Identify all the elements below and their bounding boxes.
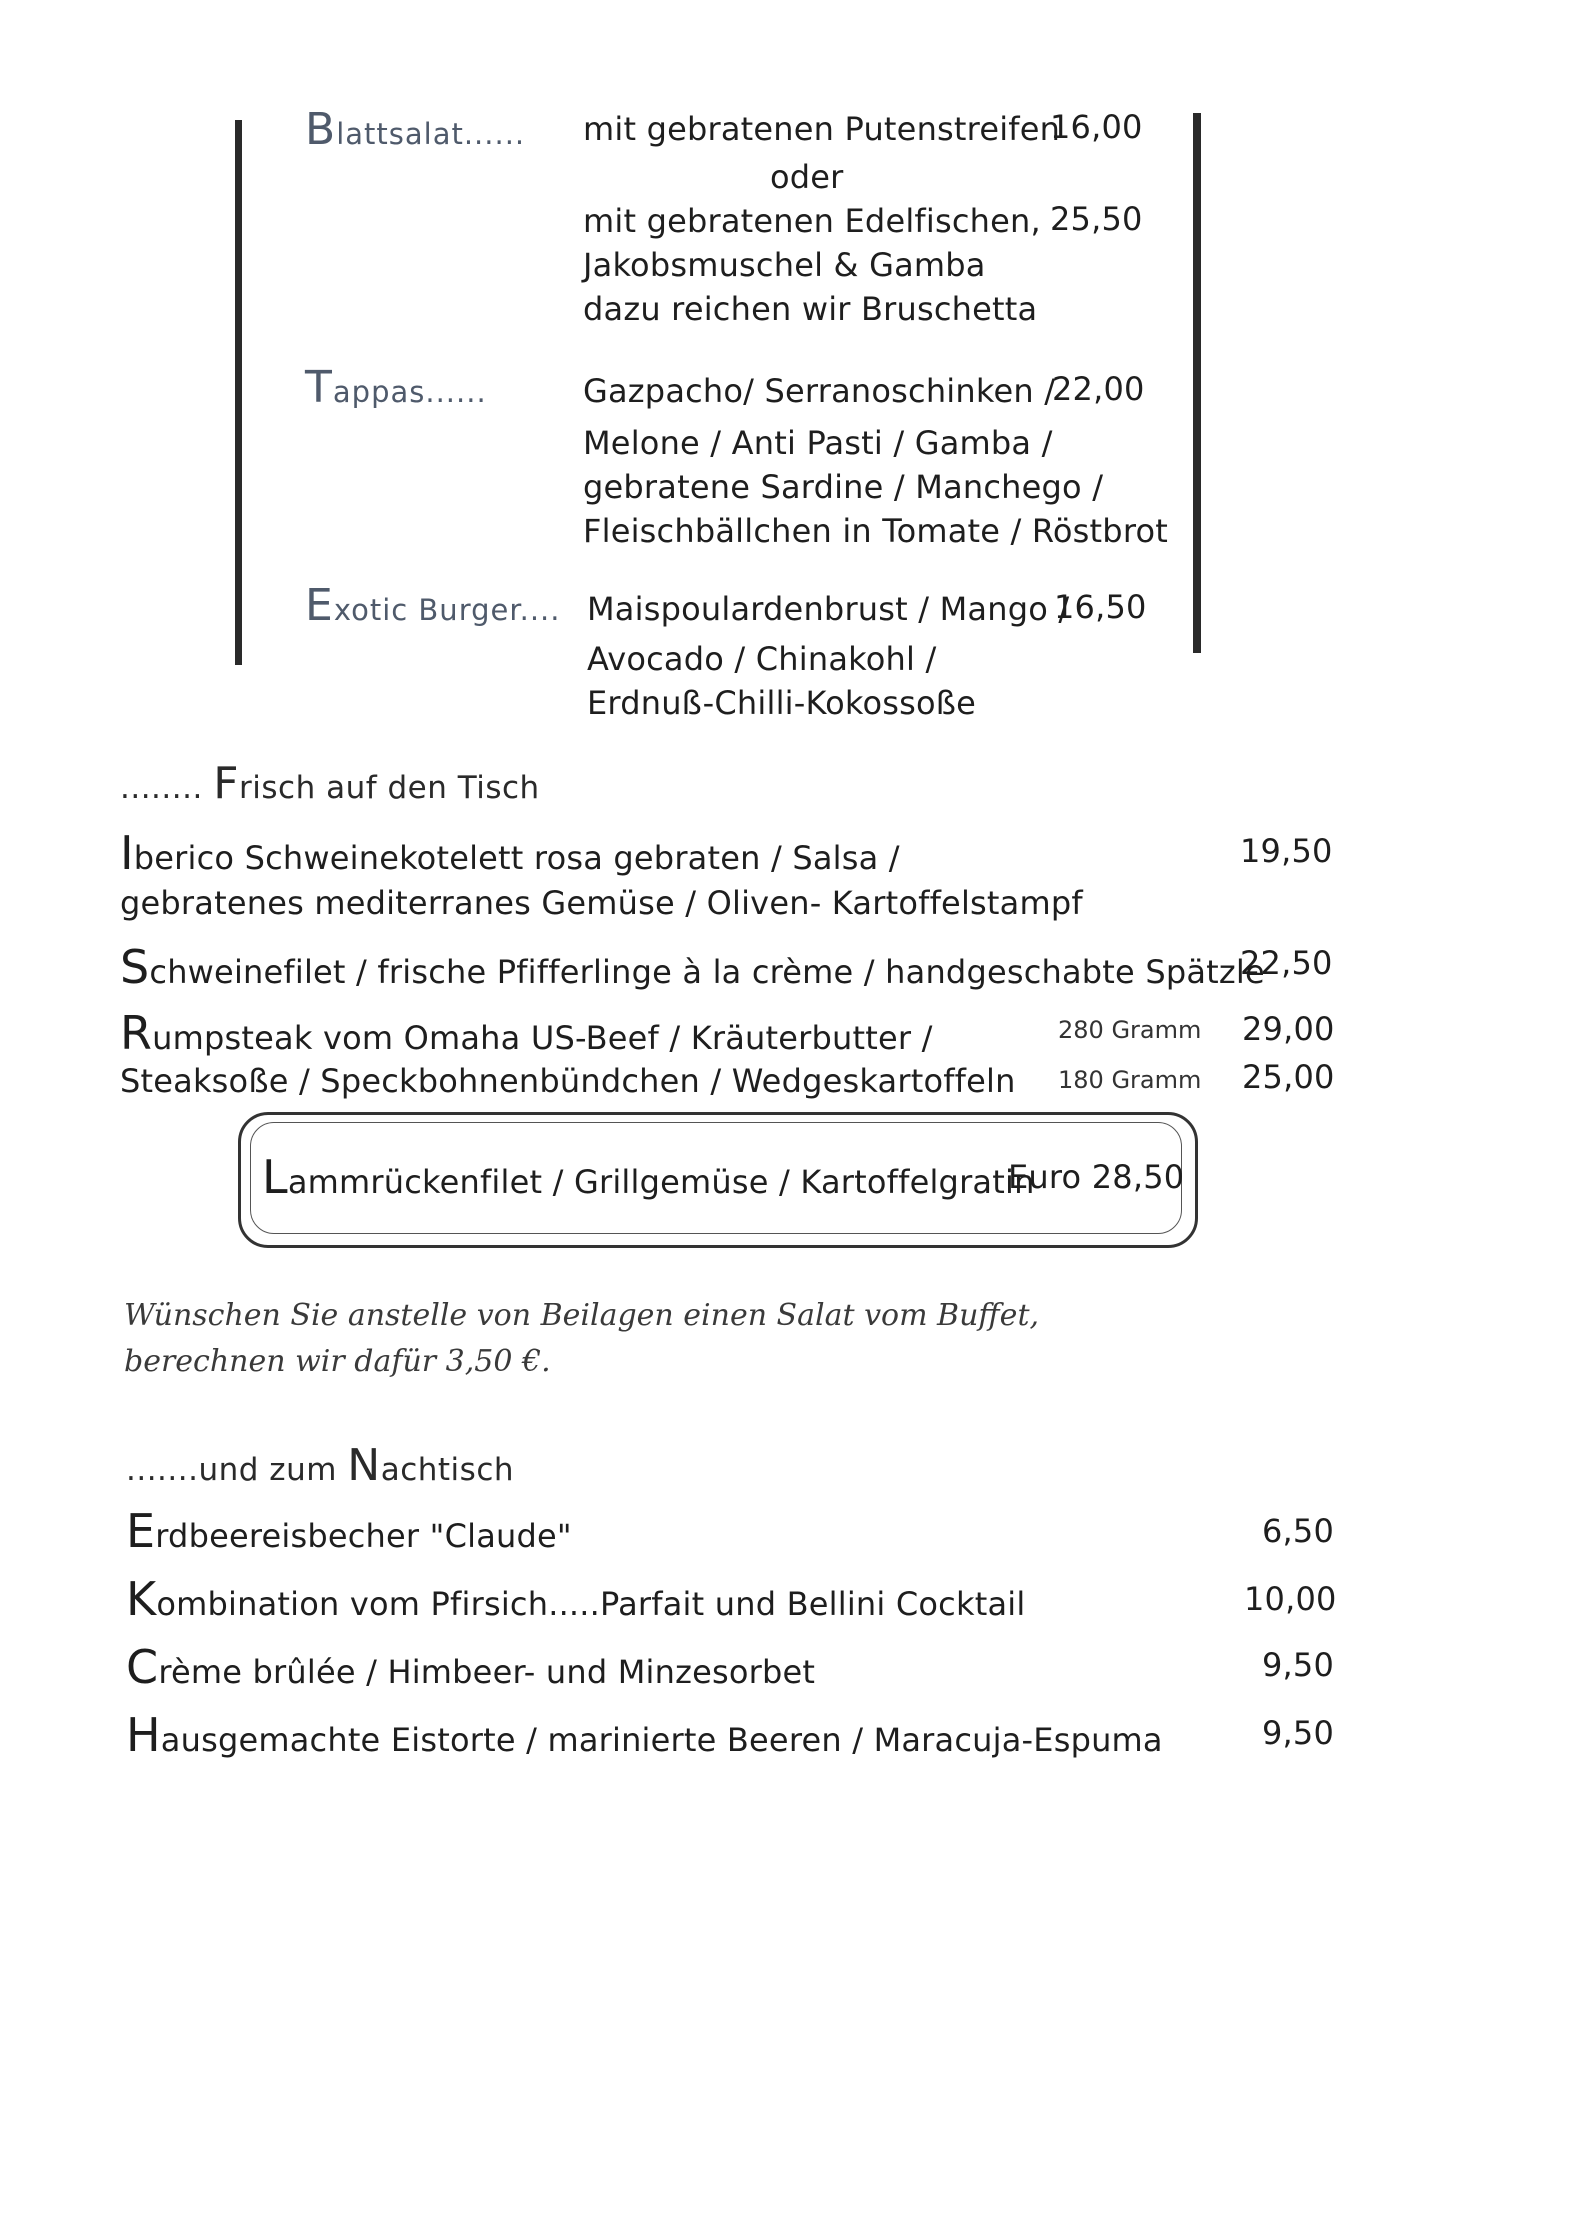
salad-note-line1: Wünschen Sie anstelle von Beilagen einen Salat vom Buffet, [124,1298,1040,1333]
dessert-item: Kombination vom Pfirsich.....Parfait und Bellini Cocktail [126,1572,1026,1626]
menu-item-title-exotic-burger: Exotic Burger.... [305,580,561,631]
price: 9,50 [1262,1646,1335,1684]
price: 19,50 [1240,832,1333,870]
weight-label: 280 Gramm [1058,1016,1202,1044]
menu-item-line: gebratene Sardine / Manchego / [583,468,1104,506]
featured-dish-text: Lammrückenfilet / Grillgemüse / Kartoffelgratin [262,1150,1035,1204]
menu-item-title-tappas: Tappas...... [305,362,487,413]
menu-item-line: Steaksoße / Speckbohnenbündchen / Wedgeskartoffeln [120,1062,1016,1100]
section-heading-nachtisch: .......und zum Nachtisch [126,1440,515,1491]
menu-item-line: dazu reichen wir Bruschetta [583,290,1038,328]
price: 16,50 [1054,588,1147,626]
price: 9,50 [1262,1714,1335,1752]
menu-item-schweinefilet: Schweinefilet / frische Pfifferlinge à la crème / handgeschabte Spätzle [120,940,1265,994]
menu-item-title-blattsalat: Blattsalat...... [305,104,526,155]
menu-item-line: Gazpacho/ Serranoschinken / [583,372,1056,410]
price: 25,50 [1050,200,1143,238]
menu-item-line: Maispoulardenbrust / Mango / [587,590,1070,628]
price: 22,00 [1052,370,1145,408]
menu-item-line: gebratenes mediterranes Gemüse / Oliven- Kartoffelstampf [120,884,1083,922]
menu-item-line: Melone / Anti Pasti / Gamba / [583,424,1053,462]
menu-item-rumpsteak: Rumpsteak vom Omaha US-Beef / Kräuterbutter / [120,1006,933,1060]
menu-item-line: Erdnuß-Chilli-Kokossoße [587,684,977,722]
salad-note-line2: berechnen wir dafür 3,50 €. [124,1344,551,1379]
weight-label: 180 Gramm [1058,1066,1202,1094]
price: 29,00 [1242,1010,1335,1048]
menu-item-line: oder [770,158,844,196]
dessert-item: Hausgemachte Eistorte / marinierte Beeren / Maracuja-Espuma [126,1708,1163,1762]
menu-item-line: mit gebratenen Putenstreifen [583,110,1061,148]
featured-dish-price: Euro 28,50 [1008,1158,1185,1196]
price: 25,00 [1242,1058,1335,1096]
price: 16,00 [1050,108,1143,146]
price: 22,50 [1240,944,1333,982]
price: 6,50 [1262,1512,1335,1550]
dessert-item: Erdbeereisbecher "Claude" [126,1504,572,1558]
menu-item-line: Fleischbällchen in Tomate / Röstbrot [583,512,1168,550]
section-heading-frisch: ........ Frisch auf den Tisch [120,758,540,809]
left-frame-bar [235,120,242,665]
menu-item-line: mit gebratenen Edelfischen, [583,202,1041,240]
menu-item-iberico: Iberico Schweinekotelett rosa gebraten / Salsa / [120,826,900,880]
price: 10,00 [1244,1580,1337,1618]
menu-item-line: Jakobsmuschel & Gamba [583,246,986,284]
dessert-item: Crème brûlée / Himbeer- und Minzesorbet [126,1640,816,1694]
right-frame-bar [1193,113,1201,653]
menu-item-line: Avocado / Chinakohl / [587,640,937,678]
